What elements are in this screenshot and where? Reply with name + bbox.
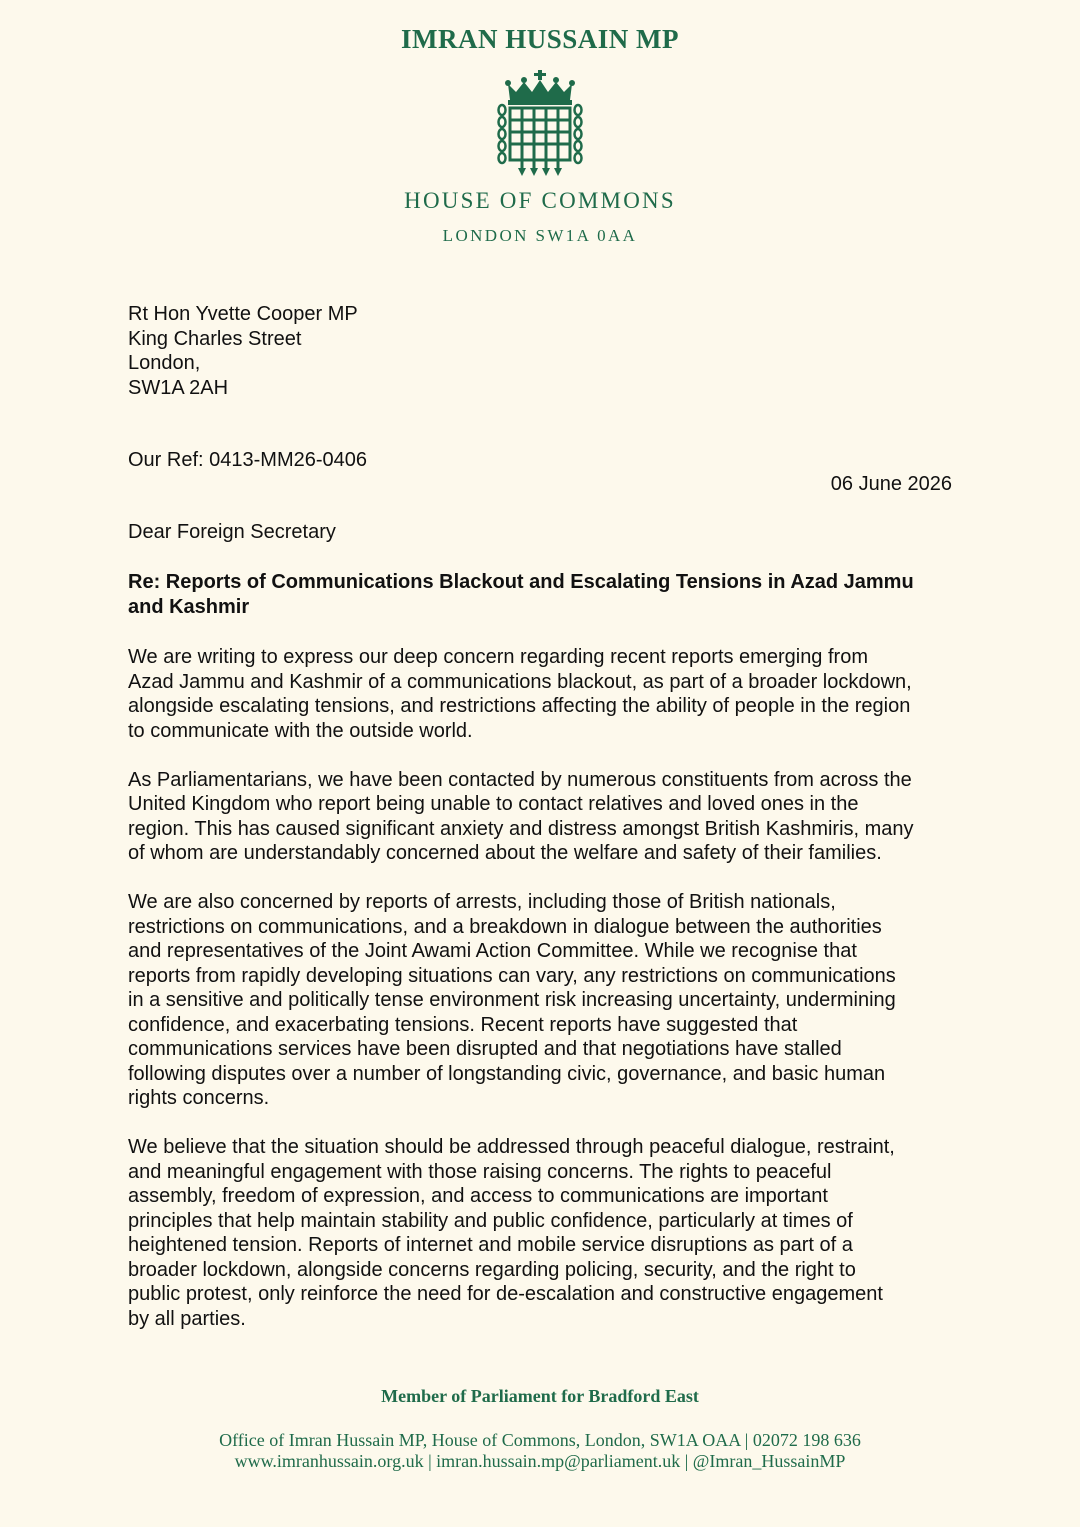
recipient-address xyxy=(128,302,358,400)
paragraph-line: restrictions on communications, and a breakdown in dialogue between the authorities xyxy=(128,915,882,938)
paragraph-line: reports from rapidly developing situations can vary, any restrictions on communications xyxy=(128,964,896,987)
paragraph-line: broader lockdown, alongside concerns regarding policing, security, and the right to xyxy=(128,1258,856,1281)
paragraph-line: heightened tension. Reports of internet and mobile service disruptions as part of a xyxy=(128,1234,853,1256)
recipient-line: SW1A 2AH xyxy=(128,376,229,399)
house-of-commons-heading: HOUSE OF COMMONS xyxy=(404,188,676,213)
subject-line-1: Re: Reports of Communications Blackout and Escalating Tensions in Azad Jammu xyxy=(128,571,914,593)
body-paragraph xyxy=(128,1135,958,1331)
paragraph-line: rights concerns. xyxy=(128,1087,270,1109)
paragraph-line: of whom are understandably concerned about the welfare and safety of their families. xyxy=(128,842,882,864)
reference-number: Our Ref: 0413-MM26-0406 xyxy=(128,449,368,471)
paragraph-line: and representatives of the Joint Awami Action Committee. While we recognise that xyxy=(128,940,857,962)
paragraph-line: We are writing to express our deep concern regarding recent reports emerging from xyxy=(128,646,868,668)
contact-footer xyxy=(0,1430,1080,1472)
constituency-footer: Member of Parliament for Bradford East xyxy=(381,1386,699,1406)
paragraph-line: We believe that the situation should be addressed through peaceful dialogue, restraint, xyxy=(128,1136,895,1158)
subject-line-2: and Kashmir xyxy=(128,595,250,618)
paragraph-line: in a sensitive and politically tense environment risk increasing uncertainty, undermining xyxy=(128,989,896,1011)
paragraph-line: by all parties. xyxy=(128,1307,246,1330)
letterhead-postcode: LONDON SW1A 0AA xyxy=(442,226,638,245)
letter-date: 06 June 2026 xyxy=(830,473,952,495)
letter-body xyxy=(128,645,958,1356)
body-paragraph xyxy=(128,768,958,866)
paragraph-line: alongside escalating tensions, and restrictions affecting the ability of people in the region xyxy=(128,695,911,717)
paragraph-line: As Parliamentarians, we have been contacted by numerous constituents from across the xyxy=(128,768,912,791)
paragraph-line: principles that help maintain stability and public confidence, particularly at times of xyxy=(128,1209,853,1232)
paragraph-line: Azad Jammu and Kashmir of a communications blackout, as part of a broader lockdown, xyxy=(128,670,912,693)
recipient-line: Rt Hon Yvette Cooper MP xyxy=(128,303,358,325)
paragraph-line: and meaningful engagement with those raising concerns. The rights to peaceful xyxy=(128,1160,832,1183)
paragraph-line: region. This has caused significant anxiety and distress amongst British Kashmiris, many xyxy=(128,817,914,840)
paragraph-line: to communicate with the outside world. xyxy=(128,719,473,742)
subject-line xyxy=(128,570,958,619)
mp-name-heading: IMRAN HUSSAIN MP xyxy=(401,24,679,54)
contact-office-line: Office of Imran Hussain MP, House of Commons, London, SW1A OAA | 02072 198 636 xyxy=(219,1430,861,1450)
recipient-line: King Charles Street xyxy=(128,327,302,350)
paragraph-line: assembly, freedom of expression, and access to communications are important xyxy=(128,1185,828,1207)
body-paragraph xyxy=(128,890,958,1111)
salutation: Dear Foreign Secretary xyxy=(128,521,336,543)
paragraph-line: confidence, and exacerbating tensions. Recent reports have suggested that xyxy=(128,1013,798,1036)
recipient-line: London, xyxy=(128,352,201,374)
body-paragraph xyxy=(128,645,958,743)
paragraph-line: following disputes over a number of longstanding civic, governance, and basic human xyxy=(128,1062,886,1085)
contact-web-line: www.imranhussain.org.uk | imran.hussain.mp@parliament.uk | @Imran_HussainMP xyxy=(234,1451,846,1471)
paragraph-line: communications services have been disrupted and that negotiations have stalled xyxy=(128,1038,842,1060)
paragraph-line: United Kingdom who report being unable to contact relatives and loved ones in the xyxy=(128,793,859,815)
paragraph-line: We are also concerned by reports of arrests, including those of British nationals, xyxy=(128,891,836,913)
paragraph-line: public protest, only reinforce the need for de-escalation and constructive engagement xyxy=(128,1283,883,1305)
portcullis-icon xyxy=(494,70,586,176)
